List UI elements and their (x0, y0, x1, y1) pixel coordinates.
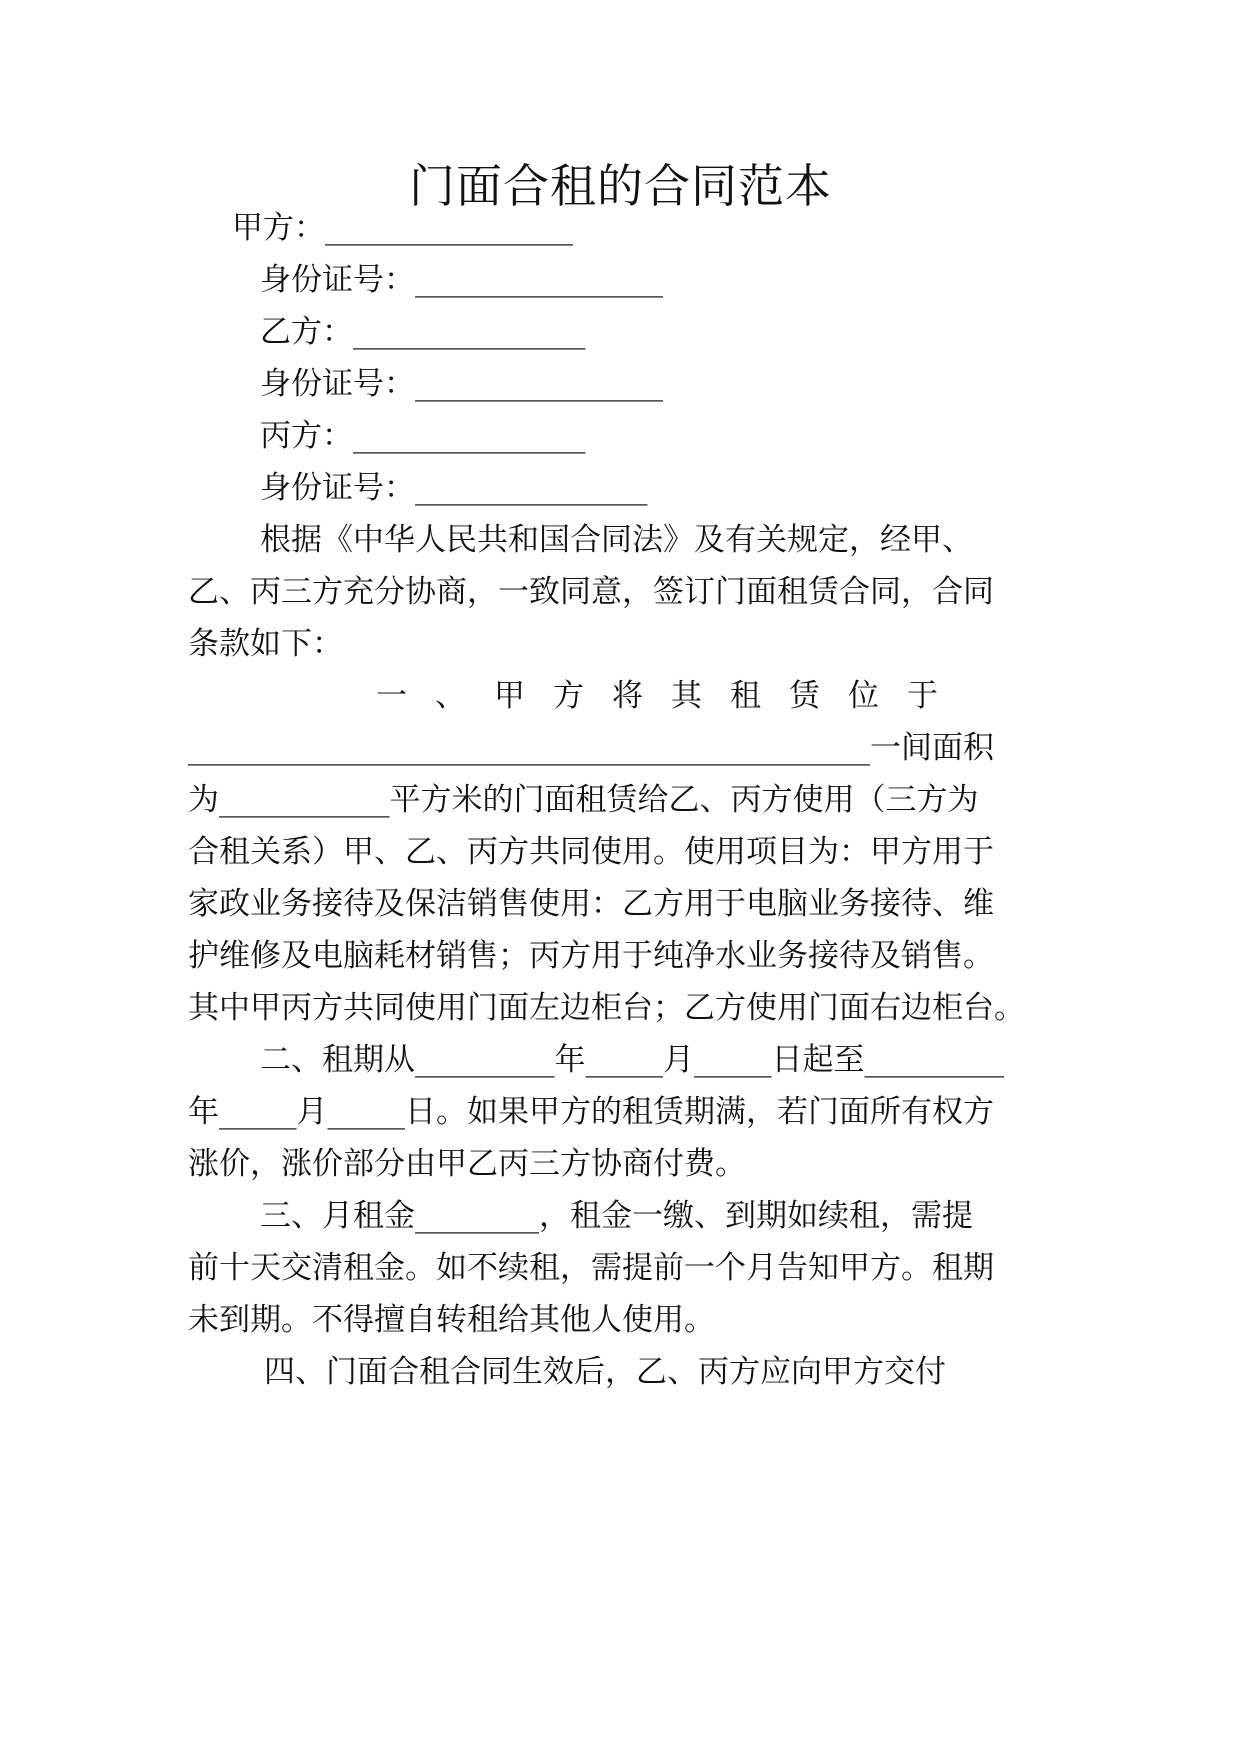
party-b-id-line: 身份证号：________________ (260, 366, 663, 402)
clause-2-line: 二、租期从_________年_____月_____日起至_________ (260, 1042, 1004, 1078)
clause-2-line: 涨价，涨价部分由甲乙丙三方协商付费。 (188, 1146, 746, 1182)
party-a-line: 甲方：________________ (232, 210, 573, 246)
clause-4-line: 四、门面合租合同生效后，乙、丙方应向甲方交付 (264, 1354, 946, 1390)
party-b-line: 乙方：_______________ (260, 314, 586, 350)
clause-1-line: 为___________平方米的门面租赁给乙、丙方使用（三方为 (188, 782, 979, 818)
party-c-line: 丙方：_______________ (260, 418, 586, 454)
document-title: 门面合租的合同范本 (409, 159, 832, 213)
clause-1-line: 合租关系）甲、乙、丙方共同使用。使用项目为：甲方用于 (188, 834, 994, 870)
clause-1-line: 家政业务接待及保洁销售使用：乙方用于电脑业务接待、维 (188, 886, 994, 922)
clause-3-line: 前十天交清租金。如不续租，需提前一个月告知甲方。租期 (188, 1250, 994, 1286)
clause-1-line: ____________________________________________一间面积 (188, 730, 994, 766)
intro-paragraph-line: 根据《中华人民共和国合同法》及有关规定，经甲、 (260, 522, 973, 558)
clause-3-line: 三、月租金________，租金一缴、到期如续租，需提 (260, 1198, 973, 1234)
party-a-id-line: 身份证号：________________ (260, 262, 663, 298)
clause-3-line: 未到期。不得擅自转租给其他人使用。 (188, 1302, 715, 1338)
clause-1-line: 其中甲丙方共同使用门面左边柜台；乙方使用门面右边柜台。 (188, 990, 1025, 1026)
intro-paragraph-line: 条款如下： (188, 626, 343, 662)
intro-paragraph-line: 乙、丙三方充分协商，一致同意，签订门面租赁合同，合同 (188, 574, 994, 610)
clause-2-line: 年_____月_____日。如果甲方的租赁期满，若门面所有权方 (188, 1094, 994, 1130)
clause-1-line: 一 、 甲 方 将 其 租 赁 位 于 (376, 678, 938, 714)
party-c-id-line: 身份证号：_______________ (260, 470, 648, 506)
clause-1-line: 护维修及电脑耗材销售；丙方用于纯净水业务接待及销售。 (188, 938, 994, 974)
